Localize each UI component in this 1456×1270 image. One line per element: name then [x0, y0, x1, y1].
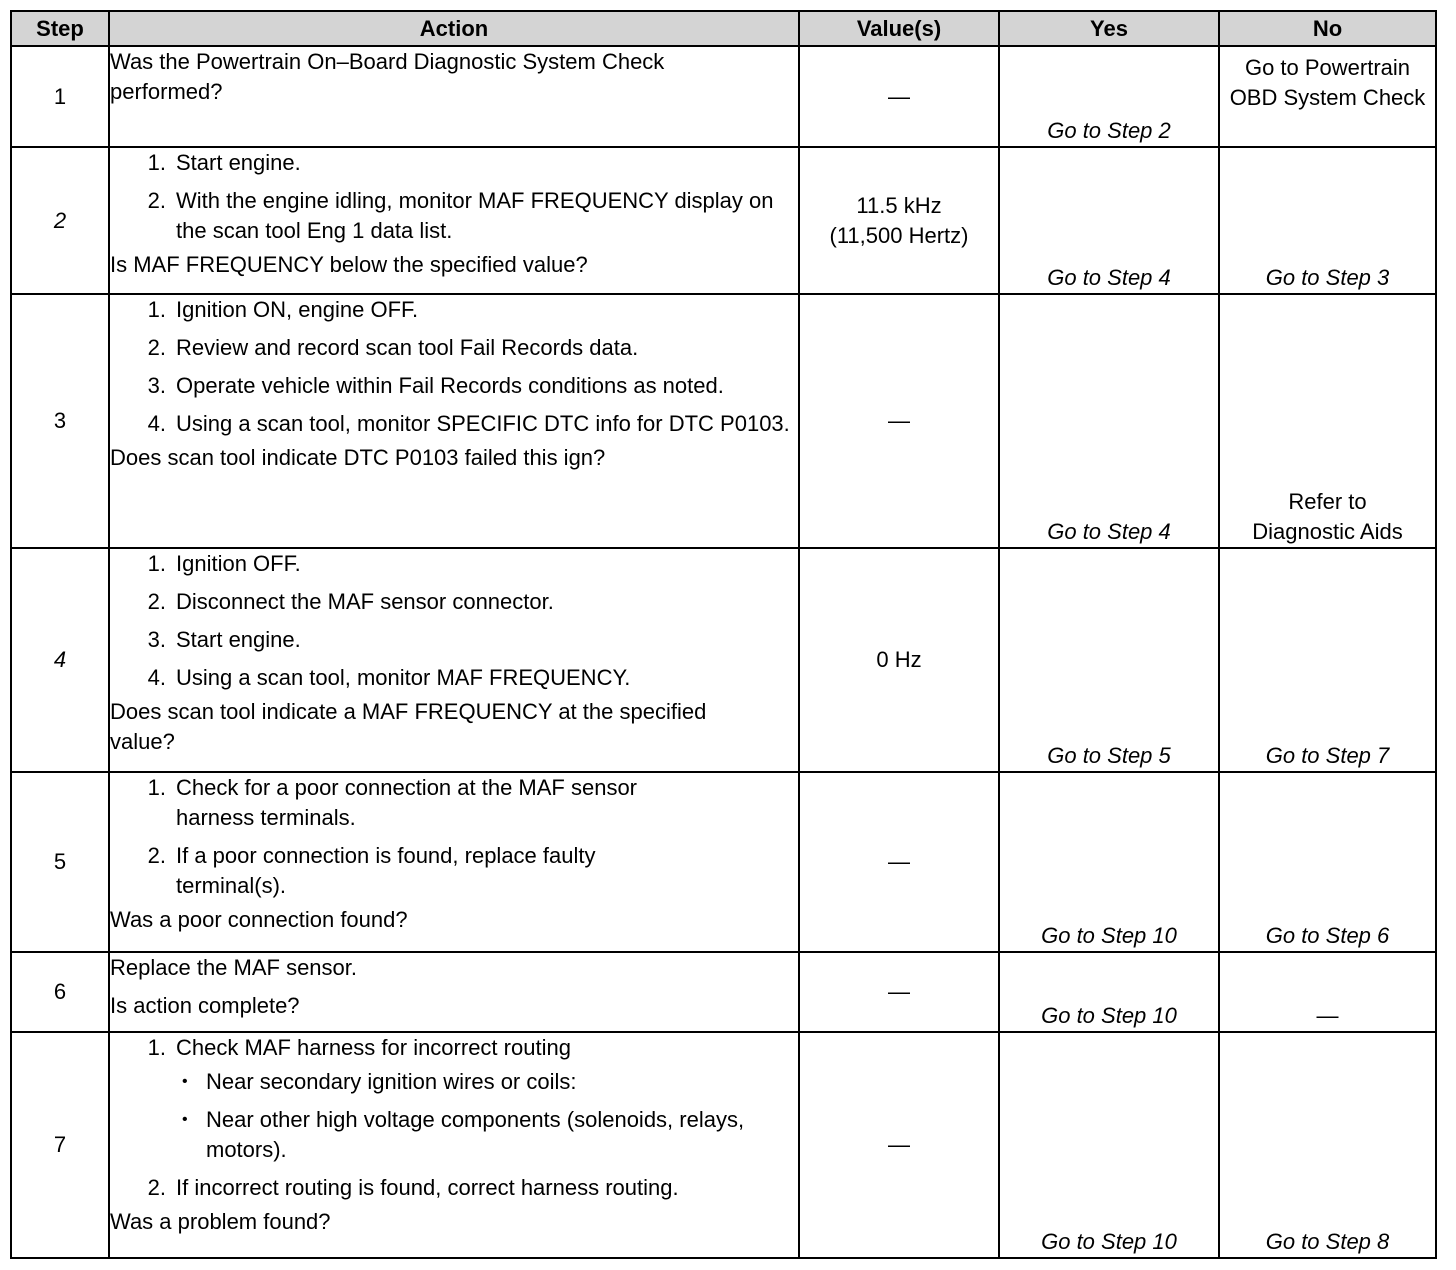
yes-cell: Go to Step 10 — [999, 952, 1219, 1032]
value-cell: — — [799, 294, 999, 548]
yes-cell: Go to Step 2 — [999, 46, 1219, 147]
header-step: Step — [11, 11, 109, 46]
value-cell: 0 Hz — [799, 548, 999, 772]
list-item: Review and record scan tool Fail Records data. — [176, 335, 639, 360]
question-text: Does scan tool indicate a MAF FREQUENCY at the specified value? — [110, 699, 707, 754]
step-number: 3 — [11, 294, 109, 548]
step-list — [110, 1033, 798, 1203]
no-cell: Go to Step 8 — [1219, 1032, 1436, 1258]
step-list — [110, 773, 798, 901]
yes-cell: Go to Step 4 — [999, 294, 1219, 548]
value-primary: 11.5 kHz — [856, 192, 942, 218]
list-item: Disconnect the MAF sensor connector. — [176, 589, 554, 614]
value-cell: — — [799, 952, 999, 1032]
no-cell: Go to Step 7 — [1219, 548, 1436, 772]
action-text: Was the Powertrain On–Board Diagnostic System Check performed? — [110, 49, 665, 104]
action-text: Replace the MAF sensor. — [110, 955, 358, 980]
no-cell: Go to Step 3 — [1219, 147, 1436, 294]
action-cell — [109, 772, 799, 952]
action-cell — [109, 1032, 799, 1258]
no-cell — [1219, 294, 1436, 548]
bullet-item: • Near other high voltage components (solenoids, relays, motors). — [206, 1105, 768, 1165]
question-text: Is action complete? — [110, 993, 300, 1018]
bullet-list — [176, 1067, 798, 1165]
step-number: 6 — [11, 952, 109, 1032]
list-item: Start engine. — [176, 627, 301, 652]
table-row — [11, 772, 1436, 952]
table-row — [11, 952, 1436, 1032]
table-row — [11, 147, 1436, 294]
question-text: Was a poor connection found? — [110, 907, 408, 932]
list-item: With the engine idling, monitor MAF FREQUENCY display on the scan tool Eng 1 data list. — [176, 188, 774, 243]
table-row — [11, 46, 1436, 147]
list-item — [142, 1033, 798, 1165]
yes-cell: Go to Step 10 — [999, 772, 1219, 952]
step-list — [110, 549, 798, 693]
action-cell — [109, 294, 799, 548]
no-text: Go to Powertrain OBD System Check — [1229, 55, 1426, 110]
list-item: Using a scan tool, monitor SPECIFIC DTC info for DTC P0103. — [176, 411, 790, 436]
question-text: Was a problem found? — [110, 1209, 331, 1234]
list-item: If incorrect routing is found, correct harness routing. — [176, 1175, 679, 1200]
step-number: 1 — [11, 46, 109, 147]
yes-cell: Go to Step 10 — [999, 1032, 1219, 1258]
diagnostic-table — [10, 10, 1437, 1259]
header-no: No — [1219, 11, 1436, 46]
list-item: Operate vehicle within Fail Records conditions as noted. — [176, 373, 724, 398]
no-cell — [1219, 46, 1436, 147]
step-list — [110, 295, 798, 439]
no-text: Refer to Diagnostic Aids — [1252, 489, 1403, 544]
step-number: 5 — [11, 772, 109, 952]
header-yes: Yes — [999, 11, 1219, 46]
table-row — [11, 1032, 1436, 1258]
table-row — [11, 548, 1436, 772]
table-row — [11, 294, 1436, 548]
action-cell — [109, 952, 799, 1032]
list-item: If a poor connection is found, replace faulty terminal(s). — [176, 843, 596, 898]
question-text: Is MAF FREQUENCY below the specified value? — [110, 252, 588, 277]
header-values: Value(s) — [799, 11, 999, 46]
question-text: Does scan tool indicate DTC P0103 failed this ign? — [110, 445, 606, 470]
step-list — [110, 148, 798, 246]
action-cell — [109, 548, 799, 772]
yes-cell: Go to Step 4 — [999, 147, 1219, 294]
list-item: Using a scan tool, monitor MAF FREQUENCY. — [176, 665, 631, 690]
list-item: Start engine. — [176, 150, 301, 175]
list-item: Ignition OFF. — [176, 551, 301, 576]
header-row — [11, 11, 1436, 46]
bullet-item: • Near secondary ignition wires or coils: — [206, 1067, 768, 1097]
step-number: 7 — [11, 1032, 109, 1258]
value-cell — [799, 147, 999, 294]
value-secondary: (11,500 Hertz) — [829, 222, 969, 248]
no-cell: Go to Step 6 — [1219, 772, 1436, 952]
value-cell: — — [799, 772, 999, 952]
step-number: 2 — [11, 147, 109, 294]
list-item: Check for a poor connection at the MAF sensor harness terminals. — [176, 775, 638, 830]
action-cell — [109, 46, 799, 147]
action-cell — [109, 147, 799, 294]
no-cell: — — [1219, 952, 1436, 1032]
yes-cell: Go to Step 5 — [999, 548, 1219, 772]
header-action: Action — [109, 11, 799, 46]
list-item-text: Check MAF harness for incorrect routing — [176, 1035, 571, 1060]
step-number: 4 — [11, 548, 109, 772]
value-cell: — — [799, 46, 999, 147]
list-item: Ignition ON, engine OFF. — [176, 297, 419, 322]
value-cell: — — [799, 1032, 999, 1258]
